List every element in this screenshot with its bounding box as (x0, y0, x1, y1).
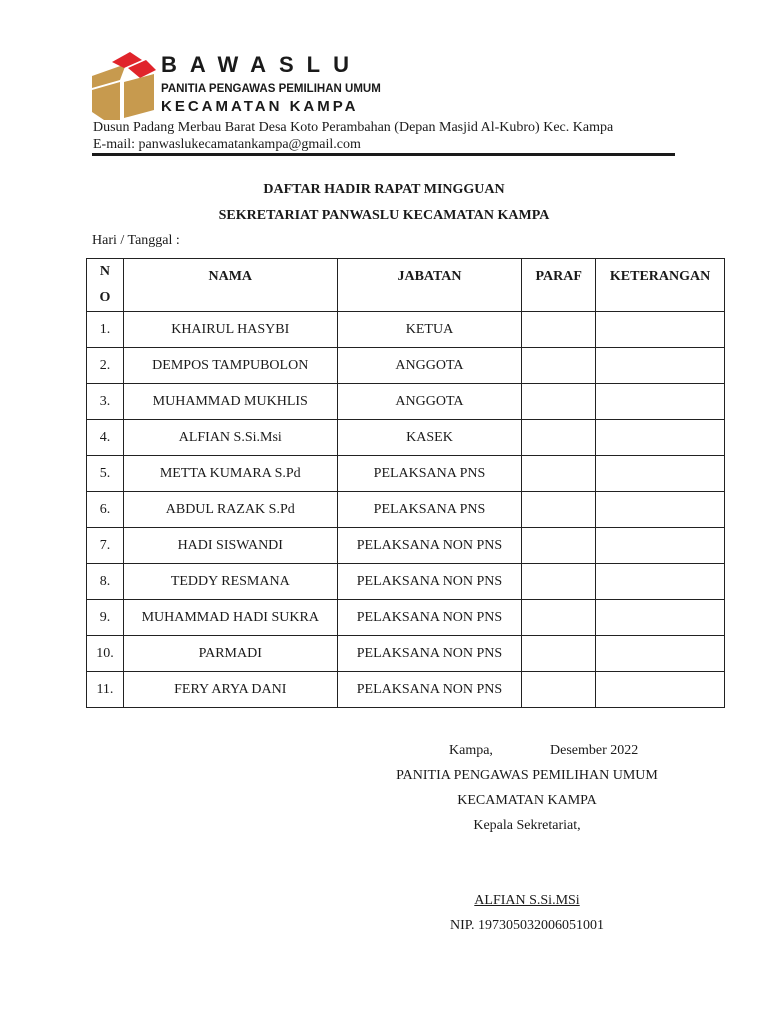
cell-position: ANGGOTA (337, 384, 522, 420)
cell-signature (522, 348, 596, 384)
cell-no: 9. (87, 600, 124, 636)
cell-notes (596, 600, 725, 636)
cell-position: KASEK (337, 420, 522, 456)
table-row (87, 420, 725, 456)
cell-name: DEMPOS TAMPUBOLON (123, 348, 337, 384)
cell-signature (522, 420, 596, 456)
cell-no: 4. (87, 420, 124, 456)
cell-name: ABDUL RAZAK S.Pd (123, 492, 337, 528)
cell-position: PELAKSANA NON PNS (337, 528, 522, 564)
cell-no: 11. (87, 672, 124, 708)
date-label: Hari / Tanggal : (92, 233, 180, 248)
cell-name: KHAIRUL HASYBI (123, 312, 337, 348)
table-row (87, 492, 725, 528)
document-title: DAFTAR HADIR RAPAT MINGGUAN (263, 182, 505, 197)
cell-name: METTA KUMARA S.Pd (123, 456, 337, 492)
cell-notes (596, 312, 725, 348)
cell-position: KETUA (337, 312, 522, 348)
cell-name: PARMADI (123, 636, 337, 672)
cell-signature (522, 636, 596, 672)
cell-position: ANGGOTA (337, 348, 522, 384)
cell-no: 1. (87, 312, 124, 348)
cell-name: ALFIAN S.Si.Msi (123, 420, 337, 456)
cell-no: 3. (87, 384, 124, 420)
attendance-table (86, 258, 725, 708)
cell-notes (596, 420, 725, 456)
cell-signature (522, 528, 596, 564)
cell-name: HADI SISWANDI (123, 528, 337, 564)
org-line2: KECAMATAN KAMPA (161, 98, 359, 115)
cell-notes (596, 636, 725, 672)
signature-place: Kampa, (449, 743, 493, 758)
header-notes: KETERANGAN (596, 259, 725, 312)
cell-notes (596, 564, 725, 600)
header-no: N O (87, 259, 124, 312)
header-signature: PARAF (522, 259, 596, 312)
table-row (87, 384, 725, 420)
cell-notes (596, 384, 725, 420)
table-row (87, 600, 725, 636)
cell-signature (522, 384, 596, 420)
header-position: JABATAN (337, 259, 522, 312)
signature-date: Desember 2022 (550, 743, 639, 758)
document-subtitle: SEKRETARIAT PANWASLU KECAMATAN KAMPA (218, 208, 550, 223)
cell-name: TEDDY RESMANA (123, 564, 337, 600)
cell-position: PELAKSANA NON PNS (337, 564, 522, 600)
org-name: BAWASLU (161, 52, 362, 77)
address: Dusun Padang Merbau Barat Desa Koto Perambahan (Depan Masjid Al-Kubro) Kec. Kampa (93, 120, 614, 135)
cell-notes (596, 492, 725, 528)
signature-org-line2: KECAMATAN KAMPA (457, 793, 597, 808)
table-row (87, 672, 725, 708)
cell-no: 7. (87, 528, 124, 564)
table-row (87, 348, 725, 384)
bawaslu-logo (90, 52, 156, 120)
cell-signature (522, 456, 596, 492)
signature-role: Kepala Sekretariat, (473, 818, 581, 833)
cell-no: 6. (87, 492, 124, 528)
header-name: NAMA (123, 259, 337, 312)
cell-position: PELAKSANA NON PNS (337, 600, 522, 636)
signatory-name: ALFIAN S.Si.MSi (474, 893, 580, 908)
cell-signature (522, 312, 596, 348)
table-row (87, 456, 725, 492)
cell-notes (596, 672, 725, 708)
org-line1: PANITIA PENGAWAS PEMILIHAN UMUM (161, 83, 381, 95)
cell-position: PELAKSANA NON PNS (337, 636, 522, 672)
cell-no: 2. (87, 348, 124, 384)
signatory-nip: NIP. 197305032006051001 (449, 918, 604, 933)
cell-notes (596, 348, 725, 384)
table-row (87, 564, 725, 600)
table-header-row (87, 259, 725, 312)
cell-name: MUHAMMAD HADI SUKRA (123, 600, 337, 636)
cell-no: 5. (87, 456, 124, 492)
table-row (87, 636, 725, 672)
email: E-mail: panwaslukecamatankampa@gmail.com (93, 137, 361, 152)
signature-org-line1: PANITIA PENGAWAS PEMILIHAN UMUM (396, 768, 658, 783)
cell-no: 8. (87, 564, 124, 600)
cell-notes (596, 528, 725, 564)
table-row (87, 312, 725, 348)
cell-no: 10. (87, 636, 124, 672)
cell-signature (522, 600, 596, 636)
cell-signature (522, 492, 596, 528)
cell-signature (522, 564, 596, 600)
cell-name: FERY ARYA DANI (123, 672, 337, 708)
cell-notes (596, 456, 725, 492)
letterhead-rule (92, 153, 675, 156)
cell-name: MUHAMMAD MUKHLIS (123, 384, 337, 420)
table-row (87, 528, 725, 564)
cell-signature (522, 672, 596, 708)
cell-position: PELAKSANA PNS (337, 456, 522, 492)
cell-position: PELAKSANA NON PNS (337, 672, 522, 708)
cell-position: PELAKSANA PNS (337, 492, 522, 528)
